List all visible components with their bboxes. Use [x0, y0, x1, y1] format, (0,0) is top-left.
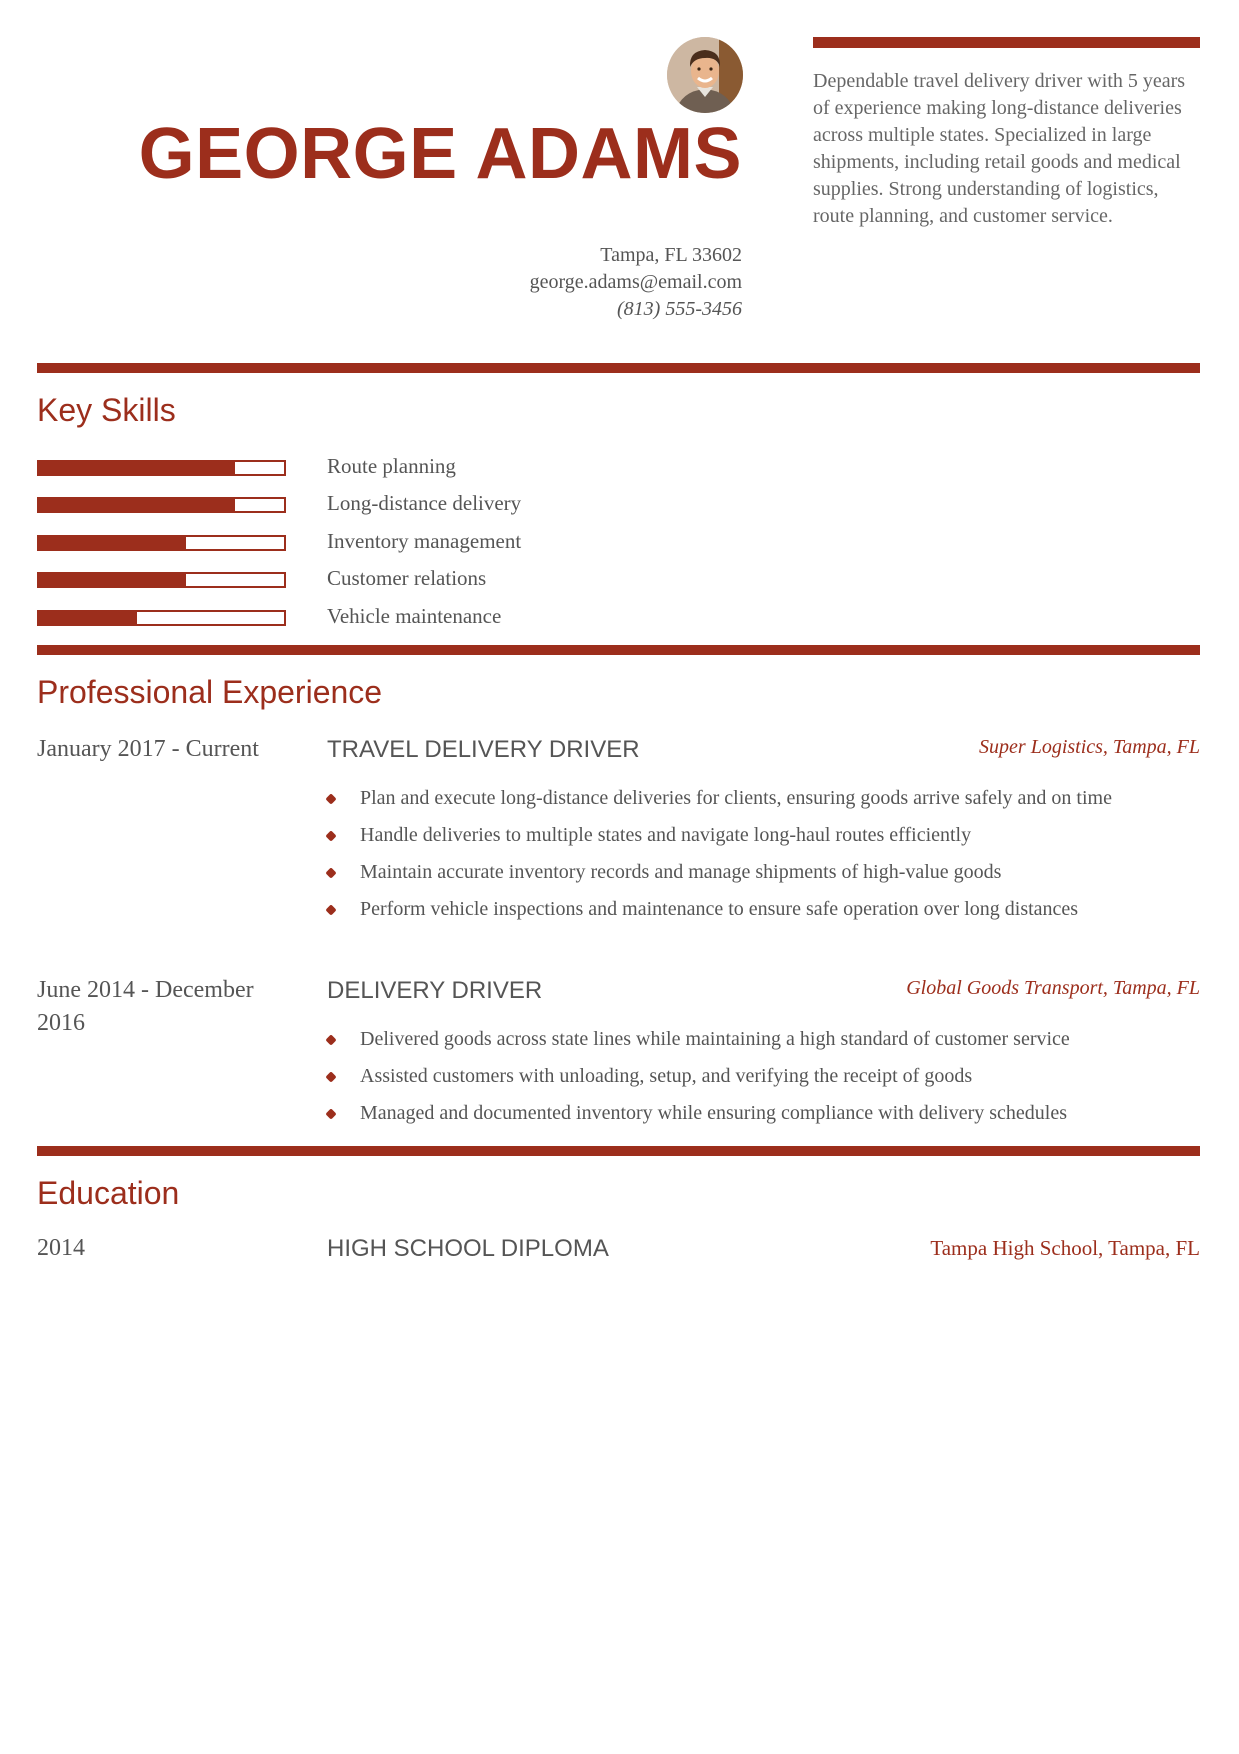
skill-level-bar	[37, 535, 286, 551]
job-date: June 2014 - December 2016	[37, 977, 254, 1036]
skill-level-fill	[39, 462, 235, 474]
skills-section-title: Key Skills	[37, 392, 176, 428]
education-section-title: Education	[37, 1175, 180, 1211]
job-title: DELIVERY DRIVER	[327, 977, 543, 1004]
job-duty-item: Managed and documented inventory while ensuring compliance with delivery schedules	[327, 1100, 1200, 1127]
skill-label: Customer relations	[327, 566, 487, 590]
job-date: January 2017 - Current	[37, 736, 259, 762]
skills-divider	[37, 363, 1200, 373]
skill-item	[37, 451, 637, 481]
email[interactable]: george.adams@email.com	[529, 271, 742, 293]
skill-item	[37, 488, 637, 518]
education-date: 2014	[37, 1235, 85, 1261]
profile-summary: Dependable travel delivery driver with 5 years of experience making long-distance deliveries across multiple states. Specialized in large shipments, including retail goods and medical supplies. Strong understanding of logistics, route planning, and customer service.	[813, 70, 1186, 227]
job-duty-item: Delivered goods across state lines while maintaining a high standard of customer service	[327, 1026, 1200, 1053]
job-title: TRAVEL DELIVERY DRIVER	[327, 736, 640, 763]
experience-divider	[37, 645, 1200, 655]
job-company: Global Goods Transport, Tampa, FL	[906, 977, 1200, 999]
profile-photo	[667, 37, 743, 113]
skill-label: Long-distance delivery	[327, 491, 522, 515]
skill-item	[37, 563, 637, 593]
skill-label: Vehicle maintenance	[327, 604, 502, 628]
skill-level-bar	[37, 572, 286, 588]
job-duty-item: Plan and execute long-distance deliveries for clients, ensuring goods arrive safely and on time	[327, 785, 1200, 812]
job-company: Super Logistics, Tampa, FL	[979, 736, 1200, 758]
phone[interactable]: (813) 555-3456	[617, 298, 742, 320]
skill-item	[37, 601, 637, 631]
skill-label: Route planning	[327, 454, 456, 478]
education-degree: HIGH SCHOOL DIPLOMA	[327, 1235, 609, 1262]
skill-level-fill	[39, 612, 137, 624]
skill-level-fill	[39, 499, 235, 511]
job-duty-item: Maintain accurate inventory records and manage shipments of high-value goods	[327, 859, 1200, 886]
education-school: Tampa High School, Tampa, FL	[930, 1236, 1200, 1260]
job-duties	[327, 1026, 1200, 1137]
job-duty-item: Assisted customers with unloading, setup, and verifying the receipt of goods	[327, 1063, 1200, 1090]
skill-level-fill	[39, 537, 186, 549]
job-duty-item: Perform vehicle inspections and maintenance to ensure safe operation over long distances	[327, 896, 1200, 923]
avatar-portrait-icon	[667, 37, 743, 113]
education-divider	[37, 1146, 1200, 1156]
skill-level-bar	[37, 460, 286, 476]
skill-item	[37, 526, 637, 556]
experience-section-title: Professional Experience	[37, 674, 383, 710]
skill-level-bar	[37, 497, 286, 513]
job-duty-item: Handle deliveries to multiple states and navigate long-haul routes efficiently	[327, 822, 1200, 849]
summary-top-rule	[813, 37, 1200, 48]
skill-level-bar	[37, 610, 286, 626]
candidate-name: GEORGE ADAMS	[138, 114, 742, 194]
skill-level-fill	[39, 574, 186, 586]
skill-label: Inventory management	[327, 529, 522, 553]
job-duties	[327, 785, 1200, 933]
address: Tampa, FL 33602	[600, 244, 742, 266]
